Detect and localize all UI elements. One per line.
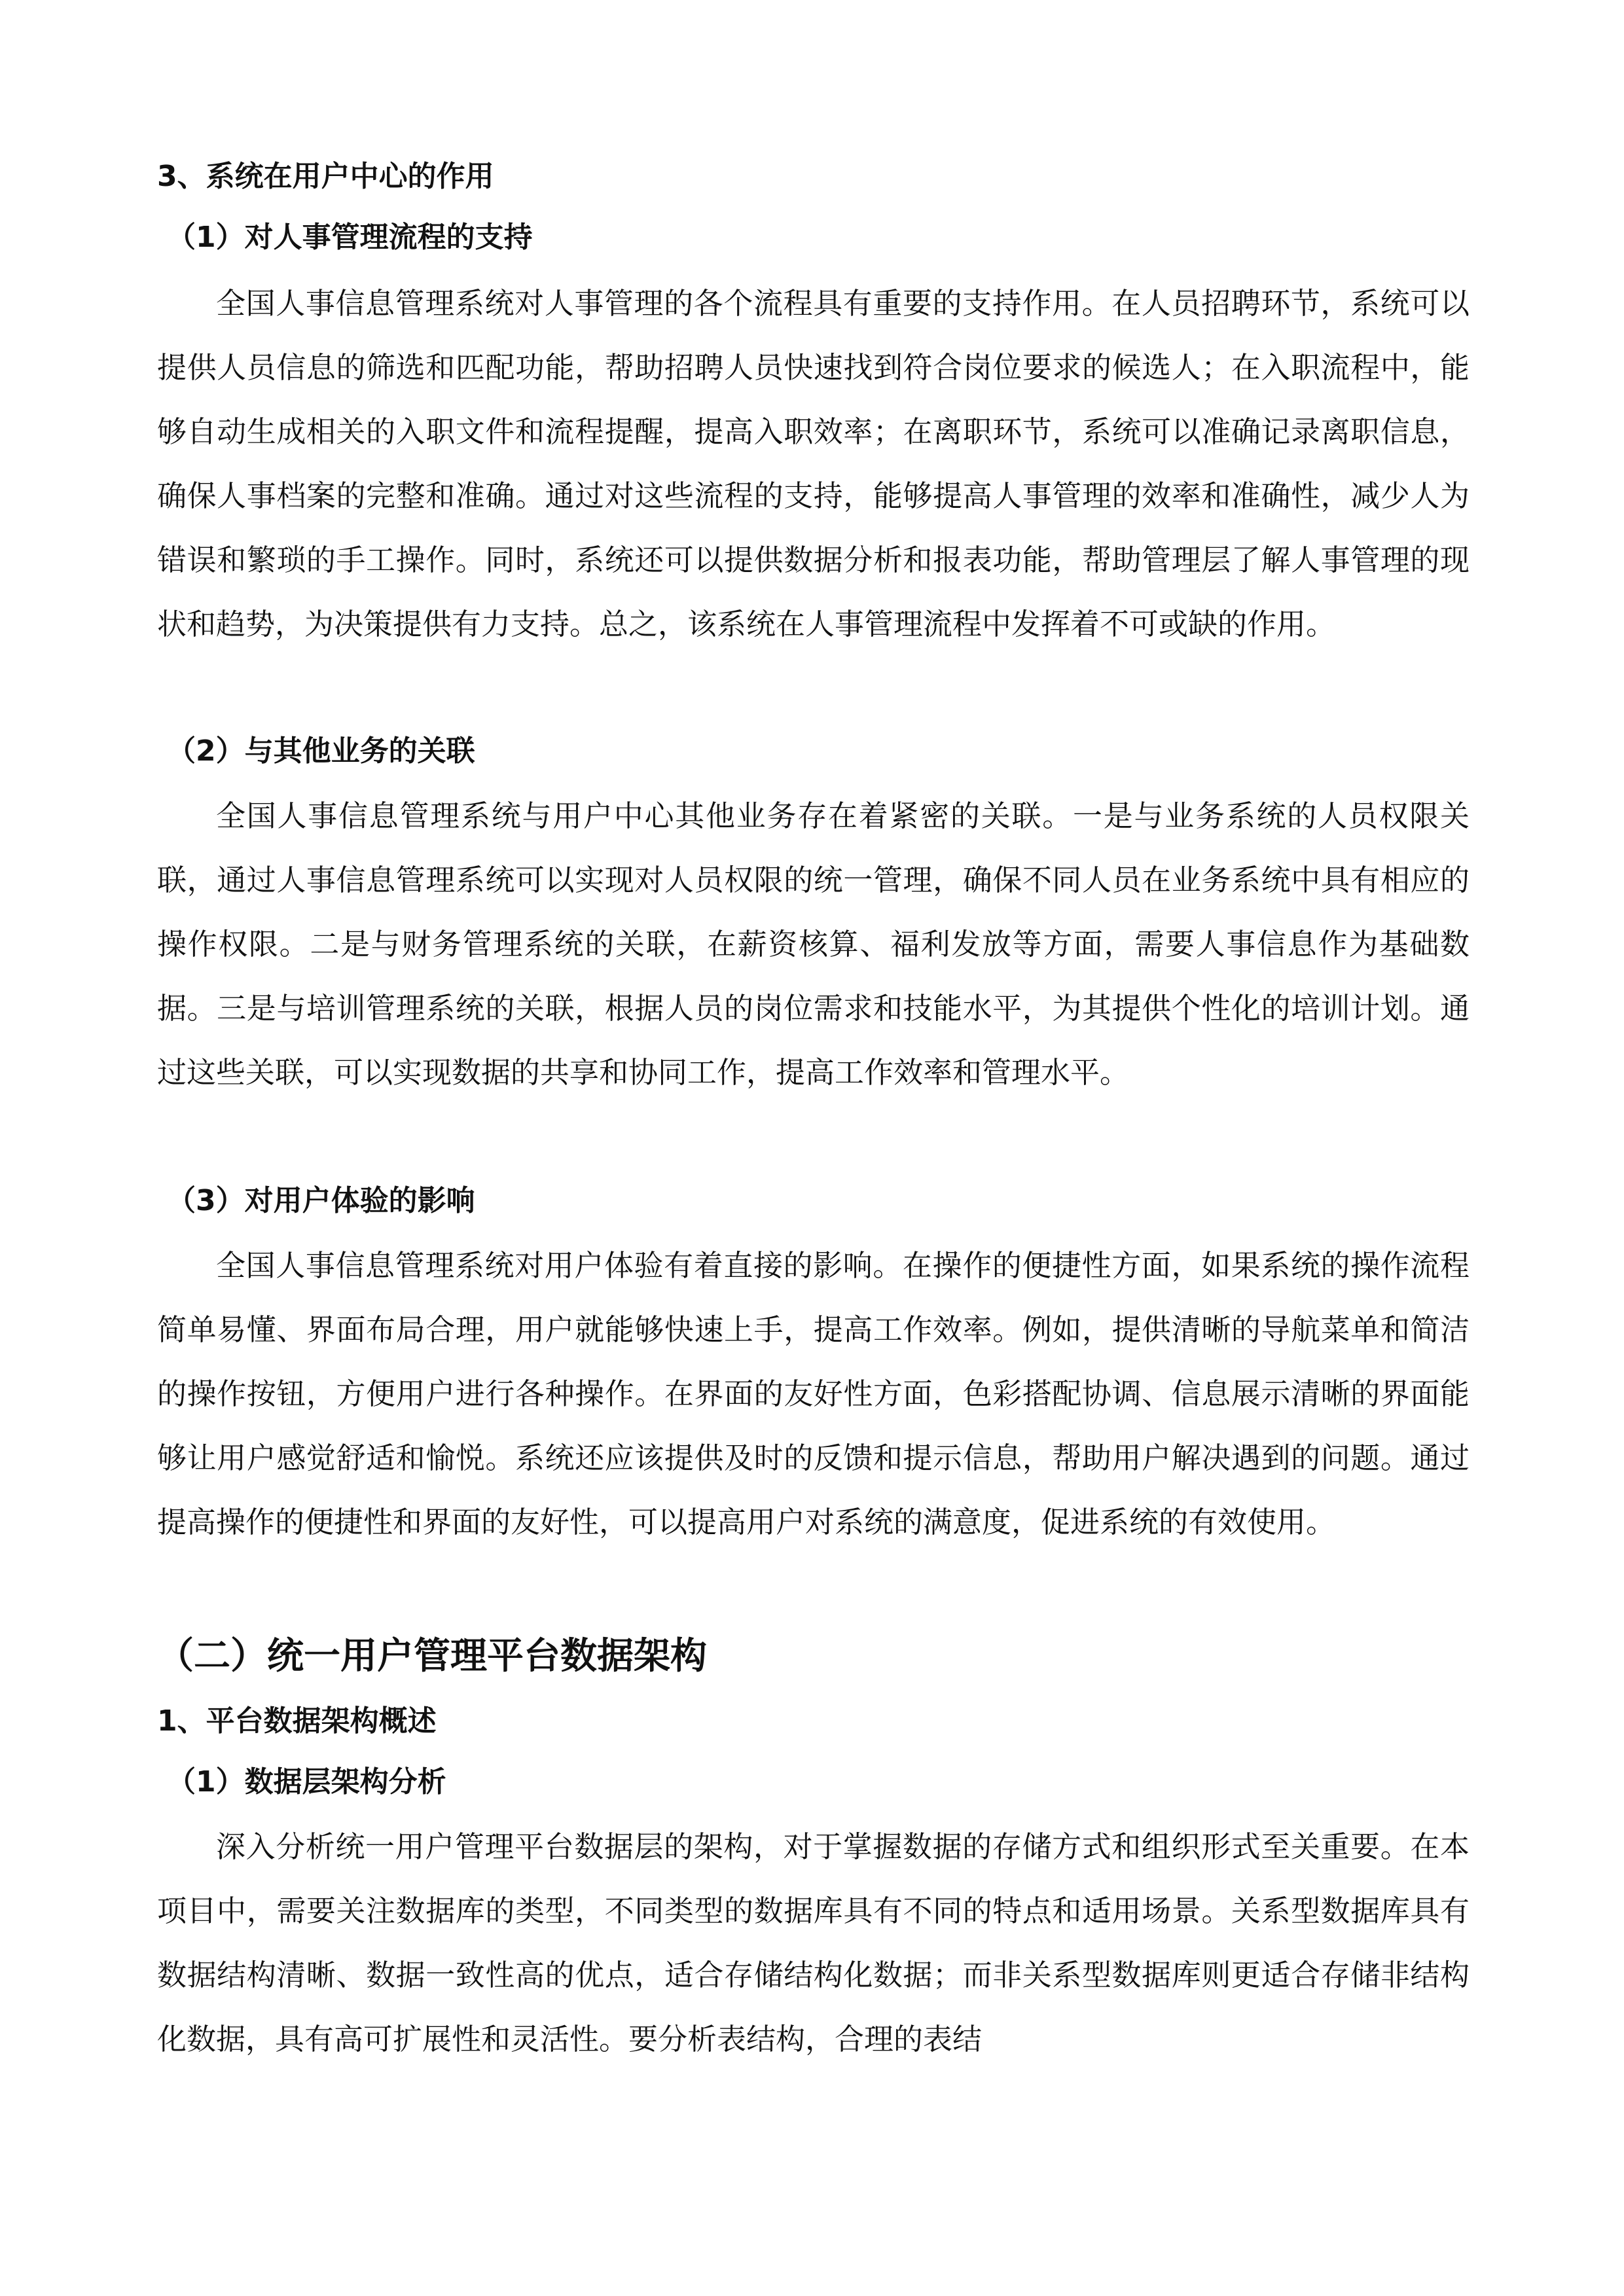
section-3-2-paragraph: 全国人事信息管理系统与用户中心其他业务存在着紧密的关联。一是与业务系统的人员权限关联，通过人事信息管理系统可以实现对人员权限的统一管理，确保不同人员在业务系统中具有相应的操作权限。二是与财务管理系统的关联，在薪资核算、福利发放等方面，需要人事信息作为基础数据。三是与培训管理系统的关联，根据人员的岗位需求和技能水平，为其提供个性化的培训计划。通过这些关联，可以实现数据的共享和协同工作，提高工作效率和管理水平。 [157, 798, 1470, 1090]
platform-1-1-heading: （1）数据层架构分析 [167, 1765, 446, 1799]
section-3-1-heading: （1）对人事管理流程的支持 [167, 221, 533, 254]
platform-1-1-paragraph: 深入分析统一用户管理平台数据层的架构，对于掌握数据的存储方式和组织形式至关重要。在本项目中，需要关注数据库的类型，不同类型的数据库具有不同的特点和适用场景。关系型数据库具有数据结构清晰、数据一致性高的优点，适合存储结构化数据；而非关系型数据库则更适合存储非结构化数据，具有高可扩展性和灵活性。要分析表结构，合理的表结 [157, 1829, 1470, 2056]
section-3-2-heading: （2）与其他业务的关联 [167, 734, 475, 768]
part-2-heading: （二）统一用户管理平台数据架构 [157, 1635, 707, 1677]
section-3-3-paragraph: 全国人事信息管理系统对用户体验有着直接的影响。在操作的便捷性方面，如果系统的操作流程简单易懂、界面布局合理，用户就能够快速上手，提高工作效率。例如，提供清晰的导航菜单和简洁的操作按钮，方便用户进行各种操作。在界面的友好性方面，色彩搭配协调、信息展示清晰的界面能够让用户感觉舒适和愉悦。系统还应该提供及时的反馈和提示信息，帮助用户解决遇到的问题。通过提高操作的便捷性和界面的友好性，可以提高用户对系统的满意度，促进系统的有效使用。 [157, 1248, 1470, 1539]
platform-1-heading: 1、平台数据架构概述 [157, 1704, 437, 1738]
section-3-1-paragraph: 全国人事信息管理系统对人事管理的各个流程具有重要的支持作用。在人员招聘环节，系统可以提供人员信息的筛选和匹配功能，帮助招聘人员快速找到符合岗位要求的候选人；在入职流程中，能够自动生成相关的入职文件和流程提醒，提高入职效率；在离职环节，系统可以准确记录离职信息，确保人事档案的完整和准确。通过对这些流程的支持，能够提高人事管理的效率和准确性，减少人为错误和繁琐的手工操作。同时，系统还可以提供数据分析和报表功能，帮助管理层了解人事管理的现状和趋势，为决策提供有力支持。总之，该系统在人事管理流程中发挥着不可或缺的作用。 [157, 286, 1470, 641]
section-3-heading: 3、系统在用户中心的作用 [157, 160, 494, 193]
section-3-3-heading: （3）对用户体验的影响 [167, 1184, 475, 1217]
